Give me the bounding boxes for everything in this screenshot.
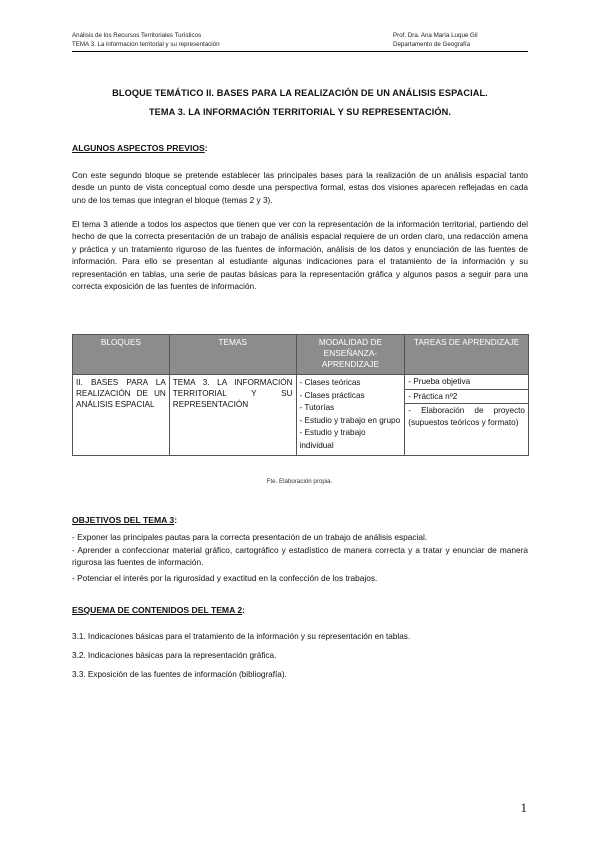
paragraph-intro: Con este segundo bloque se pretende establecer las principales bases para la realización de un análisis espacial tanto desde un punto de vista conceptual como desde una perspectiva formal, estas dos visiones aparecen reflejadas en cada uno de los temas que integran el bloque (temas 2 y 3). [72,170,528,205]
header-tareas: TAREAS DE APRENDIZAJE [405,335,529,375]
cell-bloque: II. BASES PARA LA REALIZACIÓN DE UN ANÁLISIS ESPACIAL [73,375,170,456]
schedule-table [72,334,529,456]
modalidad-item: - Clases teóricas [299,378,361,387]
section-heading-objetivos: OBJETIVOS DEL TEMA 3: [72,515,178,525]
modalidad-item: - Clases prácticas [299,390,365,400]
tarea-item: - Elaboración de proyecto (supuestos teóricos y formato) [408,406,525,427]
section-heading-esquema: ESQUEMA DE CONTENIDOS DEL TEMA 2: [72,605,246,615]
topic-title: TEMA 3. La información territorial y su representación [72,41,220,48]
modalidad-item: - Estudio y trabajo en grupo [299,415,401,425]
objetivo-item: - Potenciar el interés por la rigurosidad y exactitud en la confección de los trabajos. [72,573,378,583]
page-number: 1 [520,800,527,815]
esquema-item: 3.1. Indicaciones básicas para el tratamiento de la información y su representación en tablas. [72,632,411,641]
author-name: Prof. Dra. Ana María Luque Gil [393,32,478,39]
header-temas: TEMAS [169,335,296,375]
header-modalidad: MODALIDAD DE ENSEÑANZA-APRENDIZAJE [296,335,405,375]
paragraph-tema3: El tema 3 atiende a todos los aspectos que tienen que ver con la representación de la información territorial, partiendo del hecho de que la correcta presentación de un trabajo de análisis espacial requiere de un orden claro, una redacción amena y práctica y un tratamiento riguroso de las fuentes de información, análisis de los datos y enunciación de las fuentes de información. Para ello se presentan al estudiante algunas indicaciones para el tratamiento de la información y su representación en tablas, una serie de pautas básicas para la representación gráfica y algunos pasos a seguir para una correcta exposición de las fuentes de información. [72,219,528,292]
department-name: Departamento de Geografía [393,41,471,48]
running-header-right [393,31,478,49]
modalidad-item: - Estudio y trabajo individual [299,428,366,450]
block-title: BLOQUE TEMÁTICO II. BASES PARA LA REALIZACIÓN DE UN ANÁLISIS ESPACIAL. [112,88,488,98]
modalidad-item: - Tutorías [299,403,335,413]
course-title: Análisis de los Recursos Territoriales Turísticos [72,32,202,39]
cell-tareas [405,375,529,456]
objetivo-item: - Exponer las principales pautas para la correcta presentación de un trabajo de análisis espacial. [72,532,428,542]
section-heading-previos: ALGUNOS ASPECTOS PREVIOS: [72,143,208,153]
table-source-note: Fte. Elaboración propia. [266,478,333,485]
header-bloques: BLOQUES [73,335,170,375]
cell-modalidades [296,375,405,456]
esquema-item: 3.3. Exposición de las fuentes de información (bibliografía). [72,670,287,679]
esquema-item: 3.2. Indicaciones básicas para la representación gráfica. [72,651,277,660]
topic-heading: TEMA 3. LA INFORMACIÓN TERRITORIAL Y SU REPRESENTACIÓN. [148,107,452,117]
tarea-item: - Práctica nº2 [405,390,528,405]
table-header-row [73,335,529,375]
cell-tema: TEMA 3. LA INFORMACIÓN TERRITORIAL Y SU REPRESENTACIÓN [169,375,296,456]
objetivo-item: - Aprender a confeccionar material gráfico, cartográfico y estadístico de manera correcta y a tratar y enunciar de manera rigurosa las fuentes de información. [72,545,528,568]
header-rule [72,51,528,52]
tarea-item: - Prueba objetiva [405,375,528,390]
table-row [73,375,529,456]
running-header-left [72,31,220,49]
